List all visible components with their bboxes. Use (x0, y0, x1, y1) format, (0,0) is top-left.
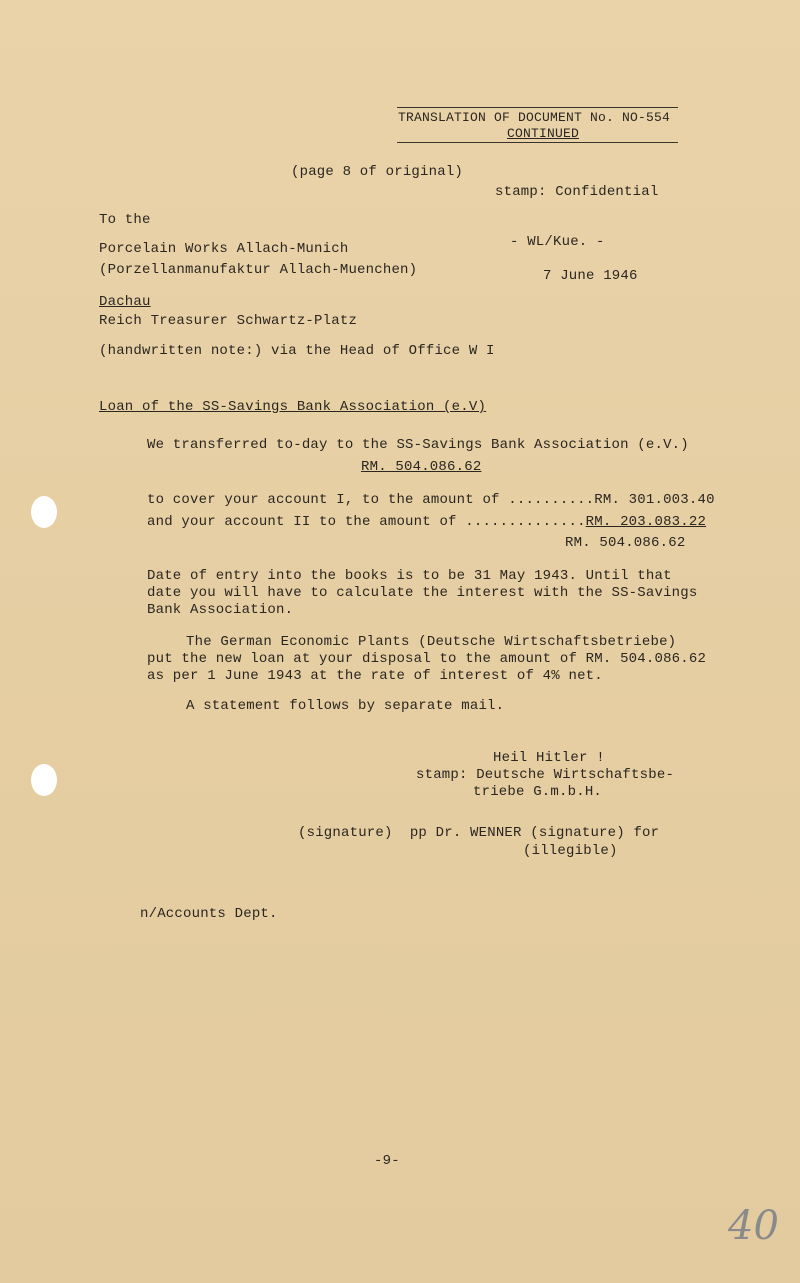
body-entry-l1: Date of entry into the books is to be 31 May 1943. Until that (147, 568, 672, 584)
letter-date: 7 June 1946 (543, 268, 638, 284)
subject-line: Loan of the SS-Savings Bank Association (e.V) (99, 399, 487, 415)
body-loan-l3: as per 1 June 1943 at the rate of interest of 4% net. (147, 668, 603, 684)
cc-line: n/Accounts Dept. (140, 906, 278, 922)
closing-salute: Heil Hitler ! (493, 750, 605, 766)
signature-line-2: (illegible) (523, 843, 618, 859)
punch-hole (31, 764, 57, 796)
addressee-street: Reich Treasurer Schwartz-Platz (99, 313, 358, 329)
addressee-city: Dachau (99, 294, 151, 310)
body-transfer-amount: RM. 504.086.62 (361, 459, 482, 475)
body-entry-l2: date you will have to calculate the interest with the SS-Savings (147, 585, 698, 601)
addressee-line1: Porcelain Works Allach-Munich (99, 241, 349, 257)
account-line-1: to cover your account I, to the amount of ..........RM. 301.003.40 (147, 492, 715, 508)
addressee-to: To the (99, 212, 151, 228)
account-line-2-text: and your account II to the amount of .............. (147, 514, 586, 530)
closing-stamp-l1: stamp: Deutsche Wirtschaftsbe- (416, 767, 675, 783)
body-loan-l2: put the new loan at your disposal to the amount of RM. 504.086.62 (147, 651, 707, 667)
account-total: RM. 504.086.62 (565, 535, 686, 551)
punch-hole (31, 496, 57, 528)
reference: - WL/Kue. - (510, 234, 605, 250)
account-line-2-amount: RM. 203.083.22 (585, 514, 707, 530)
account-line-2 (147, 514, 706, 530)
page-number: -9- (374, 1153, 400, 1169)
signature-line-1: (signature) pp Dr. WENNER (signature) for (298, 825, 660, 841)
header-top-rule (397, 107, 678, 108)
page-note: (page 8 of original) (291, 164, 464, 180)
handwritten-note: (handwritten note:) via the Head of Office W I (99, 343, 495, 359)
addressee-line2: (Porzellanmanufaktur Allach-Muenchen) (99, 262, 418, 278)
closing-stamp-l2: triebe G.m.b.H. (473, 784, 603, 800)
header-bottom-rule (397, 142, 678, 143)
body-transfer: We transferred to-day to the SS-Savings Bank Association (e.V.) (147, 437, 689, 453)
document-subtitle: CONTINUED (507, 126, 580, 141)
body-statement: A statement follows by separate mail. (186, 698, 505, 714)
body-loan-l1: The German Economic Plants (Deutsche Wirtschaftsbetriebe) (186, 634, 677, 650)
handwritten-page-number: 40 (728, 1203, 779, 1249)
body-entry-l3: Bank Association. (147, 602, 294, 618)
stamp-confidential: stamp: Confidential (495, 184, 659, 200)
document-title: TRANSLATION OF DOCUMENT No. NO-554 (398, 110, 671, 125)
